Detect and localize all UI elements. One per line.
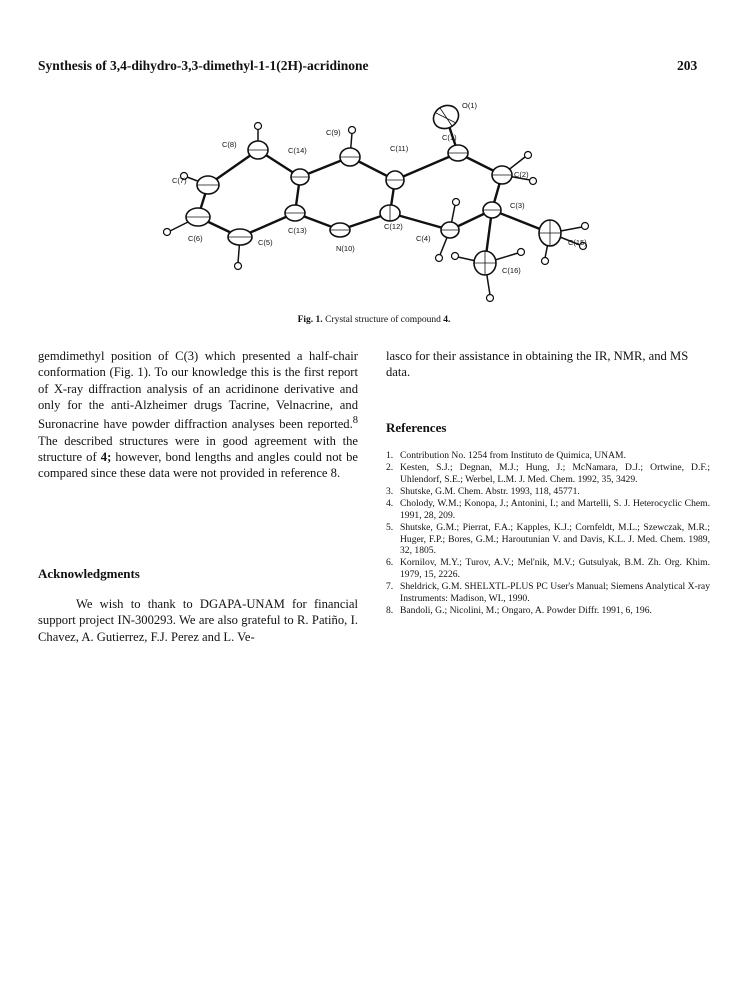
body-text-part-a: gemdimethyl position of C(3) which presented a half-chair conformation (Fig. 1). To our knowledge this is the first report of X-ray diffraction analysis of an acridinone derivative and only for the anti-Alzheimer drugs Tacrine, Velnacrine, and Suronacrine have powder diffraction analyses been reported. [38, 349, 358, 432]
reference-item [386, 462, 710, 485]
atom-label-c15: C(15) [568, 238, 587, 247]
reference-item [386, 581, 710, 604]
reference-number: 4. [386, 498, 394, 510]
reference-number: 3. [386, 486, 394, 498]
atom-label-c14: C(14) [288, 146, 307, 155]
reference-number: 6. [386, 557, 394, 569]
atom-label-c12: C(12) [384, 222, 403, 231]
atom-label-c7: C(7) [172, 176, 187, 185]
citation-superscript: 8 [352, 415, 358, 427]
atom-label-c16: C(16) [502, 266, 521, 275]
acknowledgments-text: We wish to thank to DGAPA-UNAM for financial support project IN-300293. We are also grateful to R. Patiño, I. Chavez, A. Gutierrez, F.J. Perez and L. Ve- [38, 597, 358, 644]
crystal-structure-figure [140, 95, 610, 310]
reference-item [386, 522, 710, 557]
atom-label-c6: C(6) [188, 234, 203, 243]
reference-number: 2. [386, 462, 394, 474]
figure-caption-label: Fig. 1. [297, 315, 323, 325]
reference-text: Kesten, S.J.; Degnan, M.J.; Hung, J.; McNamara, D.J.; Ortwine, D.F.; Uhlendorf, S.E.; Werbel, L.M. J. Med. Chem. 1992, 35, 3429. [400, 462, 710, 485]
figure-caption [0, 315, 748, 325]
references-heading: References [386, 420, 447, 435]
left-column-body [38, 348, 358, 482]
reference-text: Shutske, G.M.; Pierrat, F.A.; Kapples, K.J.; Cornfeldt, M.L.; Szewczak, M.R.; Huger, F.P.; Bores, G.M.; Haroutunian V. and Davis, K.L. J. Med. Chem. 1989, 32, 1805. [400, 522, 710, 557]
atom-label-n10: N(10) [336, 244, 355, 253]
atom-label-c1: C(1) [442, 133, 457, 142]
running-title: Synthesis of 3,4-dihydro-3,3-dimethyl-1-1(2H)-acridinone [38, 58, 369, 73]
reference-number: 1. [386, 450, 394, 461]
reference-text: Shutske, G.M. Chem. Abstr. 1993, 118, 45771. [400, 486, 580, 498]
atom-label-o1: O(1) [462, 101, 477, 110]
body-text-part-c: however, bond lengths and angles could not be compared since these data were not provided in reference 8. [38, 449, 358, 481]
atom-label-c8: C(8) [222, 140, 237, 149]
body-text-part-b: The described structures were in good agreement with the structure of [38, 433, 358, 464]
reference-text: Sheldrick, G.M. SHELXTL-PLUS PC User's Manual; Siemens Analytical X-ray Instruments: Madison, WI., 1990. [400, 581, 710, 604]
body-paragraph [38, 348, 358, 482]
atom-label-c11: C(11) [390, 144, 409, 153]
atom-label-c9: C(9) [326, 128, 341, 137]
reference-number: 8. [386, 605, 394, 617]
reference-item [386, 486, 710, 498]
page-number: 203 [677, 58, 698, 73]
reference-text: Cholody, W.M.; Konopa, J.; Antonini, I.; and Martelli, S. J. Heterocyclic Chem. 1991, 28, 209. [400, 498, 710, 521]
reference-text: Contribution No. 1254 from Instituto de Quimica, UNAM. [400, 450, 626, 461]
reference-list [386, 450, 710, 617]
atom-label-c2: C(2) [514, 170, 529, 179]
acknowledgments-heading: Acknowledgments [38, 566, 140, 581]
atom-label-c3: C(3) [510, 201, 525, 210]
atom-label-c13: C(13) [288, 226, 307, 235]
reference-text: Bandoli, G.; Nicolini, M.; Ongaro, A. Powder Diffr. 1991, 6, 196. [400, 605, 652, 617]
reference-item [386, 605, 710, 617]
reference-item [386, 557, 710, 580]
reference-number: 5. [386, 522, 394, 534]
figure-caption-text: Crystal structure of compound [325, 315, 441, 325]
reference-text: Kornilov, M.Y.; Turov, A.V.; Mel'nik, M.V.; Gutsulyak, B.M. Zh. Org. Khim. 1979, 15, 2226. [400, 557, 710, 580]
reference-number: 7. [386, 581, 394, 593]
reference-item [386, 450, 710, 462]
reference-item [386, 498, 710, 521]
continuation-paragraph: lasco for their assistance in obtaining the IR, NMR, and MS data. [386, 349, 689, 380]
compound-reference: 4; [100, 449, 112, 464]
ortep-diagram [140, 95, 610, 310]
right-column-body [386, 348, 710, 381]
atom-label-c4: C(4) [416, 234, 431, 243]
figure-caption-compound: 4. [443, 315, 451, 325]
atom-label-c5: C(5) [258, 238, 273, 247]
